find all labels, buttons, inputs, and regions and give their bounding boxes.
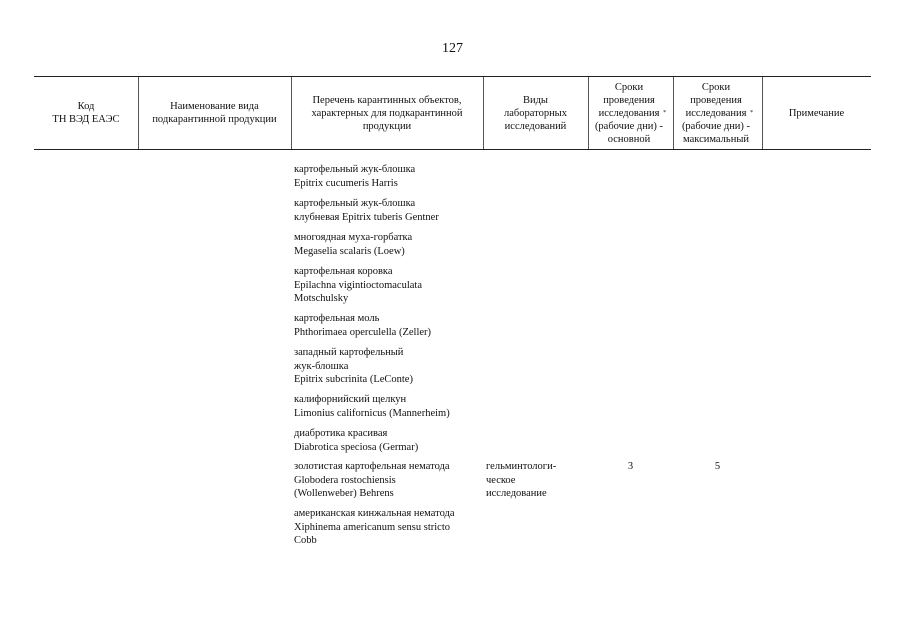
lab-type-cell: гельминтологи- ческое исследование: [486, 461, 557, 499]
header-code: Код ТН ВЭД ЕАЭС: [52, 101, 120, 125]
term-max-cell: 5: [714, 461, 721, 472]
object-entry: картофельный жук-блошка клубневая Epitrix tuberis Gentner: [294, 198, 439, 223]
object-entry: американская кинжальная нематода Xiphinema americanum sensu stricto Cobb: [294, 508, 455, 546]
header-term-basic: Сроки проведения исследования (рабочие дни) - основной *: [594, 81, 667, 145]
term-basic-cell: 3: [627, 461, 634, 472]
header-term-max: Сроки проведения исследования (рабочие дни) - максимальный *: [681, 81, 754, 145]
header-product-name: Наименование вида подкарантинной продукции: [152, 101, 277, 125]
table-header: [34, 76, 871, 150]
header-quarantine-objects: Перечень карантинных объектов, характерных для подкарантинной продукции: [311, 94, 463, 132]
object-entry: многоядная муха-горбатка Megaselia scalaris (Loew): [294, 232, 413, 257]
page-number: 127: [442, 41, 463, 56]
object-entry: диабротика красивая Diabrotica speciosa (Germar): [294, 428, 419, 453]
object-entry: картофельный жук-блошка Epitrix cucumeris Harris: [294, 164, 416, 189]
object-entry: золотистая картофельная нематода Globodera rostochiensis (Wollenweber) Behrens: [294, 461, 450, 499]
header-lab-types: Виды лабораторных исследований: [503, 94, 567, 132]
object-entry: картофельная моль Phthorimaea operculella (Zeller): [294, 313, 432, 338]
object-entry: калифорнийский щелкун Limonius californicus (Mannerheim): [294, 394, 450, 419]
object-entry: картофельная коровка Epilachna vigintioctomaculata Motschulsky: [294, 266, 422, 304]
object-entry: западный картофельный жук-блошка Epitrix subcrinita (LeConte): [294, 347, 413, 385]
header-note: Примечание: [788, 107, 845, 119]
